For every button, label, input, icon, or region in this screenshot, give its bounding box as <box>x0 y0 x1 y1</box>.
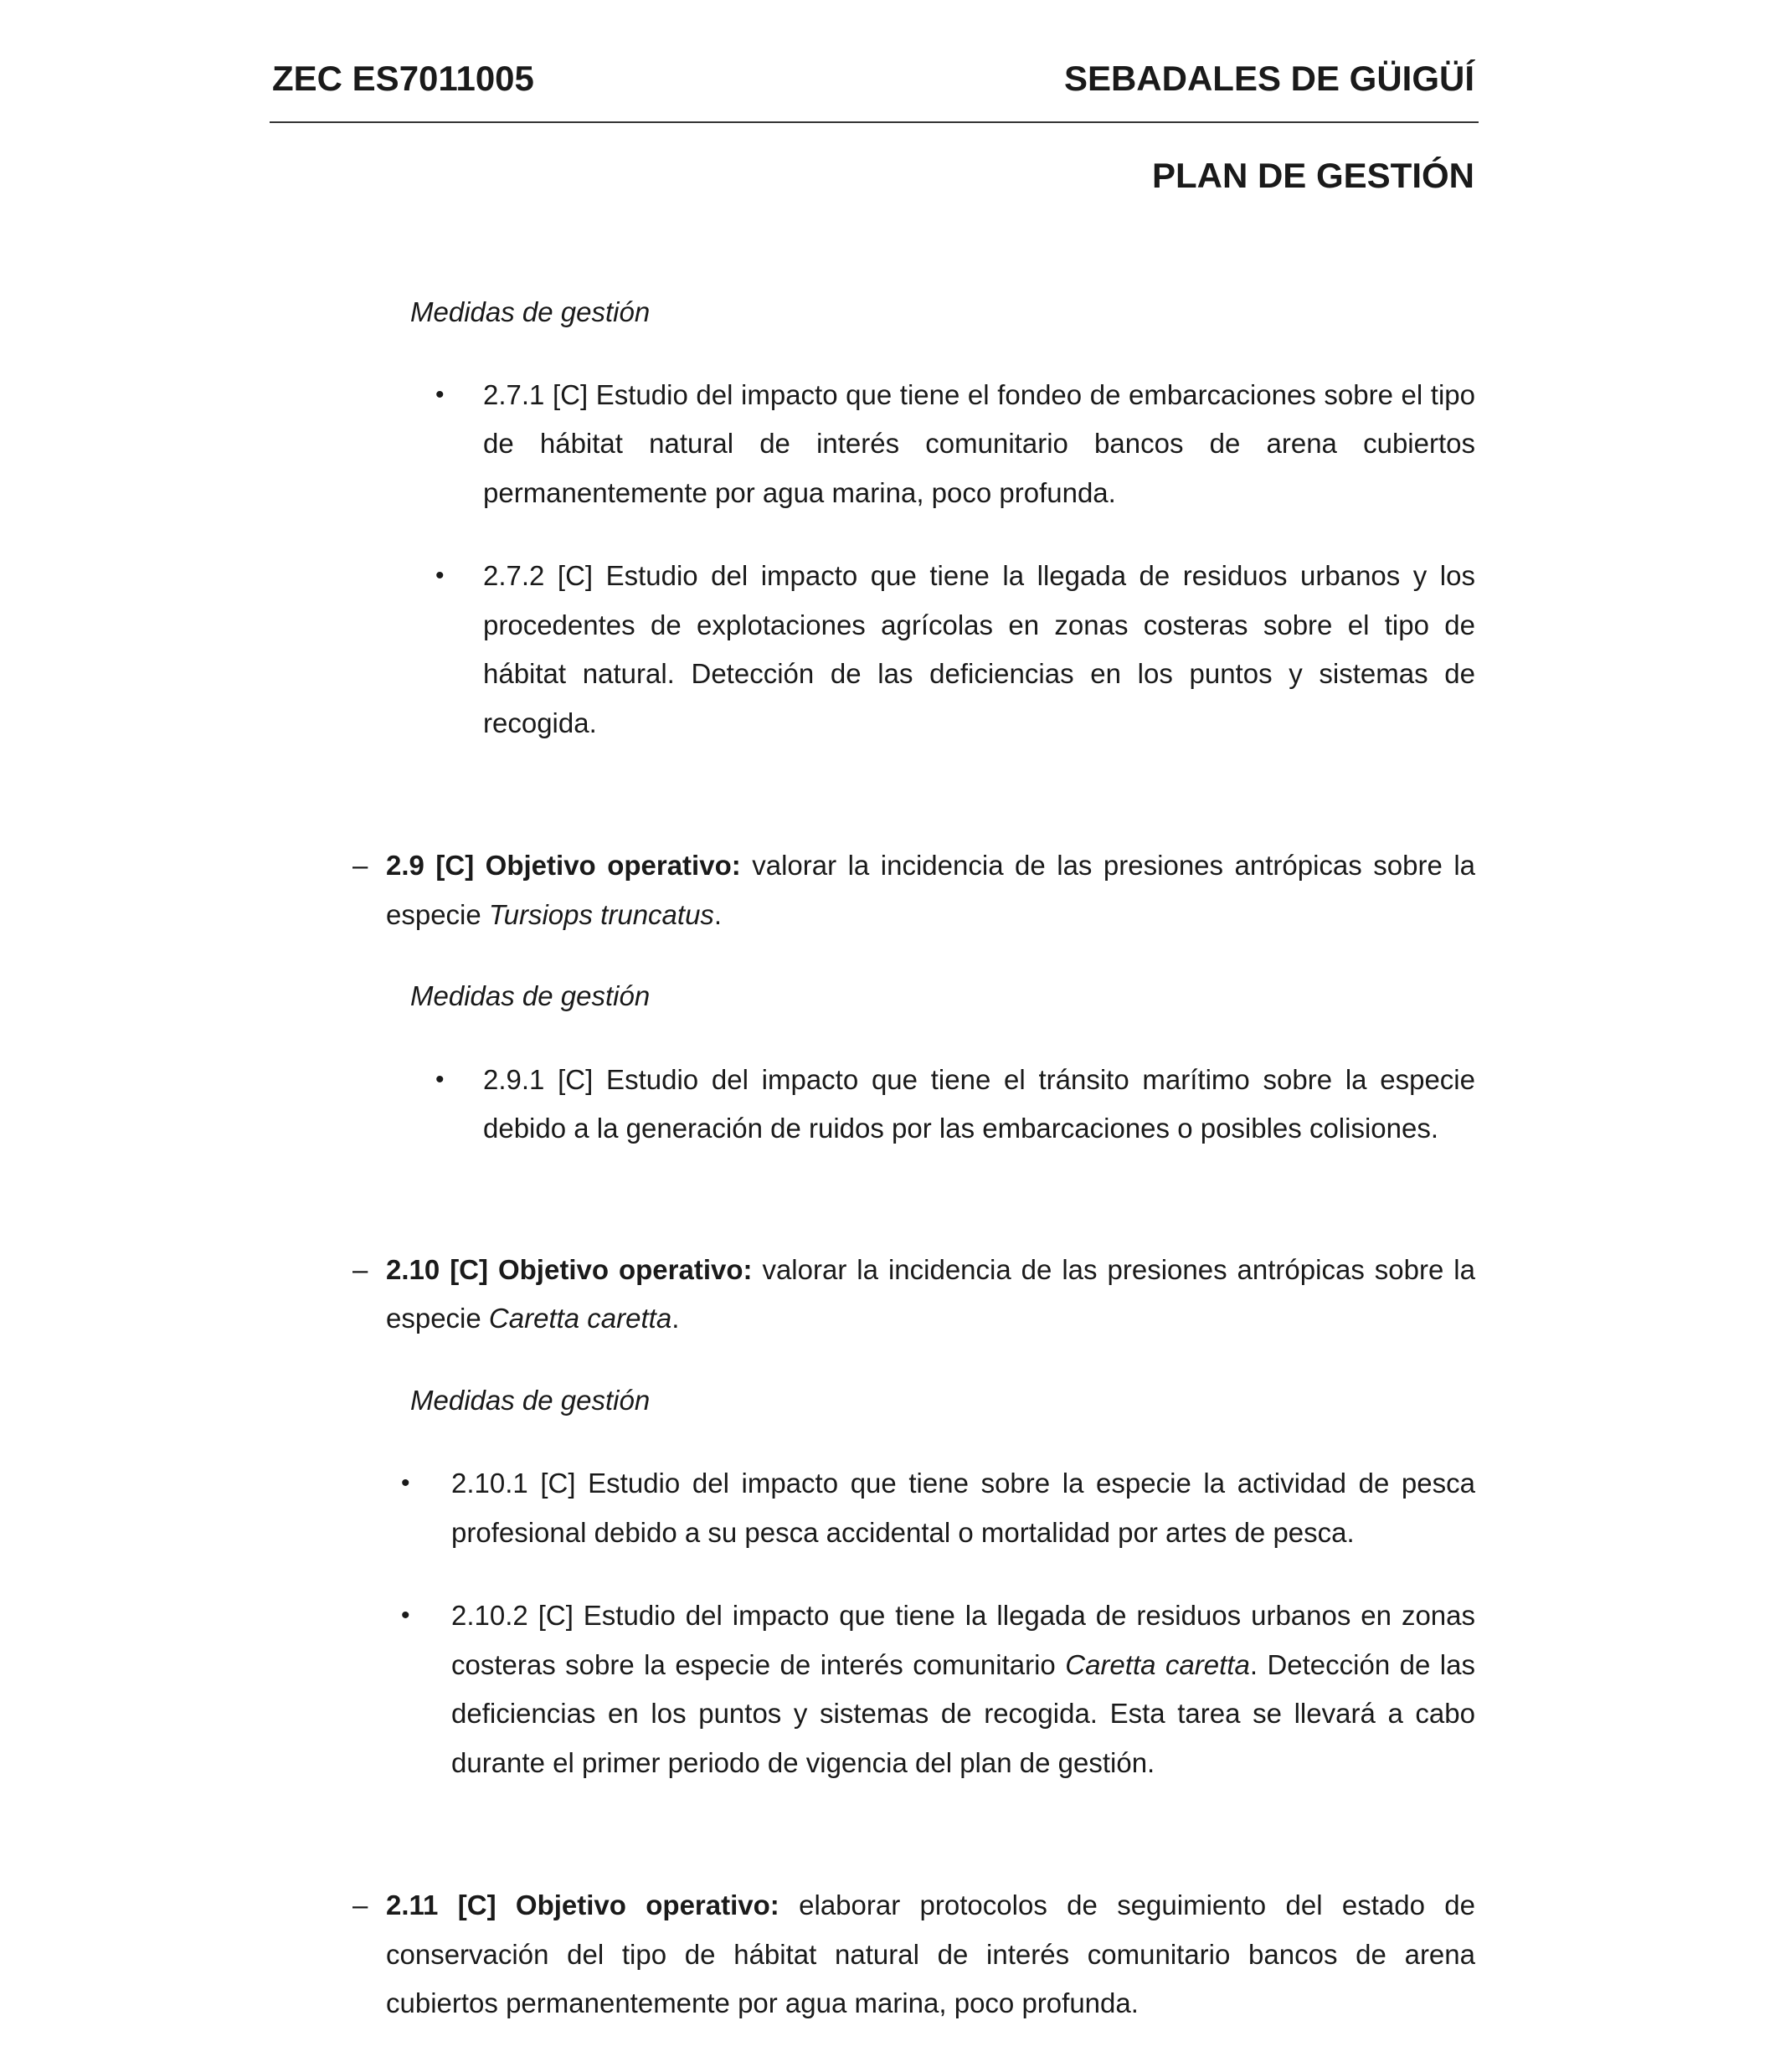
species-name: Caretta caretta <box>488 1303 672 1334</box>
objective-label: 2.11 [C] Objetivo operativo: <box>386 1889 779 1920</box>
list-item-2-10-1 <box>401 1459 1475 1557</box>
bullet-icon: • <box>435 562 445 589</box>
measure-text: 2.10.1 [C] Estudio del impacto que tiene sobre la especie la actividad de pesca profesional debido a su pesca accidental o mortalidad por artes de pesca. <box>451 1468 1475 1548</box>
objective-label: 2.9 [C] Objetivo operativo: <box>386 850 741 881</box>
measure-text: 2.7.1 [C] Estudio del impacto que tiene el fondeo de embarcaciones sobre el tipo de hábitat natural de interés comunitario bancos de arena cubiertos permanentemente por agua marina, poco profunda. <box>483 378 1475 508</box>
list-item-2-10-2 <box>401 1591 1475 1787</box>
section-label-medidas: Medidas de gestión <box>410 296 651 327</box>
dash-icon: – <box>352 1889 368 1920</box>
measure-text: 2.10.2 [C] Estudio del impacto que tiene la llegada de residuos urbanos en zonas costeras sobre la especie de interés comunitario <box>451 1600 1475 1680</box>
dash-icon: – <box>352 850 368 881</box>
bullet-icon: • <box>435 380 445 409</box>
page-title: PLAN DE GESTIÓN <box>1151 156 1474 195</box>
header-divider <box>270 121 1479 123</box>
section-label-medidas: Medidas de gestión <box>410 1384 651 1416</box>
objective-text: valorar la incidencia de las presiones antrópicas sobre la especie <box>386 850 1476 930</box>
species-name: Tursiops truncatus <box>488 898 714 930</box>
bullet-icon: • <box>435 1065 445 1093</box>
header-zec-code: ZEC ES7011005 <box>272 59 534 98</box>
list-item-2-7-1 <box>435 371 1475 518</box>
measure-text: . Detección de las deficiencias en los puntos y sistemas de recogida. Esta tarea se llevará a cabo durante el primer periodo de vigencia del plan de gestión. <box>451 1648 1475 1778</box>
objective-end: . <box>671 1303 680 1334</box>
objective-2-10 <box>352 1246 1475 1344</box>
header-site-name: SEBADALES DE GÜIGÜÍ <box>1063 59 1474 98</box>
list-item-2-7-2 <box>435 552 1475 748</box>
objective-text: valorar la incidencia de las presiones antrópicas sobre la especie <box>386 1253 1475 1334</box>
list-item-2-9-1 <box>435 1056 1475 1154</box>
species-name: Caretta caretta <box>1065 1648 1250 1680</box>
section-label-medidas: Medidas de gestión <box>410 980 651 1011</box>
bullet-icon: • <box>401 1602 410 1629</box>
bullet-icon: • <box>401 1469 410 1497</box>
measure-text: 2.9.1 [C] Estudio del impacto que tiene el tránsito marítimo sobre la especie debido a la generación de ruidos por las embarcaciones o posibles colisiones. <box>483 1063 1475 1144</box>
objective-2-11 <box>352 1881 1475 2028</box>
objective-label: 2.10 [C] Objetivo operativo: <box>386 1253 753 1285</box>
dash-icon: – <box>352 1253 368 1285</box>
objective-2-9 <box>352 841 1476 939</box>
document-body <box>0 288 1780 2028</box>
measure-text: 2.7.2 [C] Estudio del impacto que tiene la llegada de residuos urbanos y los procedentes de explotaciones agrícolas en zonas costeras sobre el tipo de hábitat natural. Detección de las deficiencias en los puntos y sistemas de recogida. <box>483 560 1475 738</box>
objective-end: . <box>713 898 723 930</box>
objective-text: elaborar protocolos de seguimiento del estado de conservación del tipo de hábitat natural de interés comunitario bancos de arena cubiertos permanentemente por agua marina, poco profunda. <box>386 1889 1475 2018</box>
